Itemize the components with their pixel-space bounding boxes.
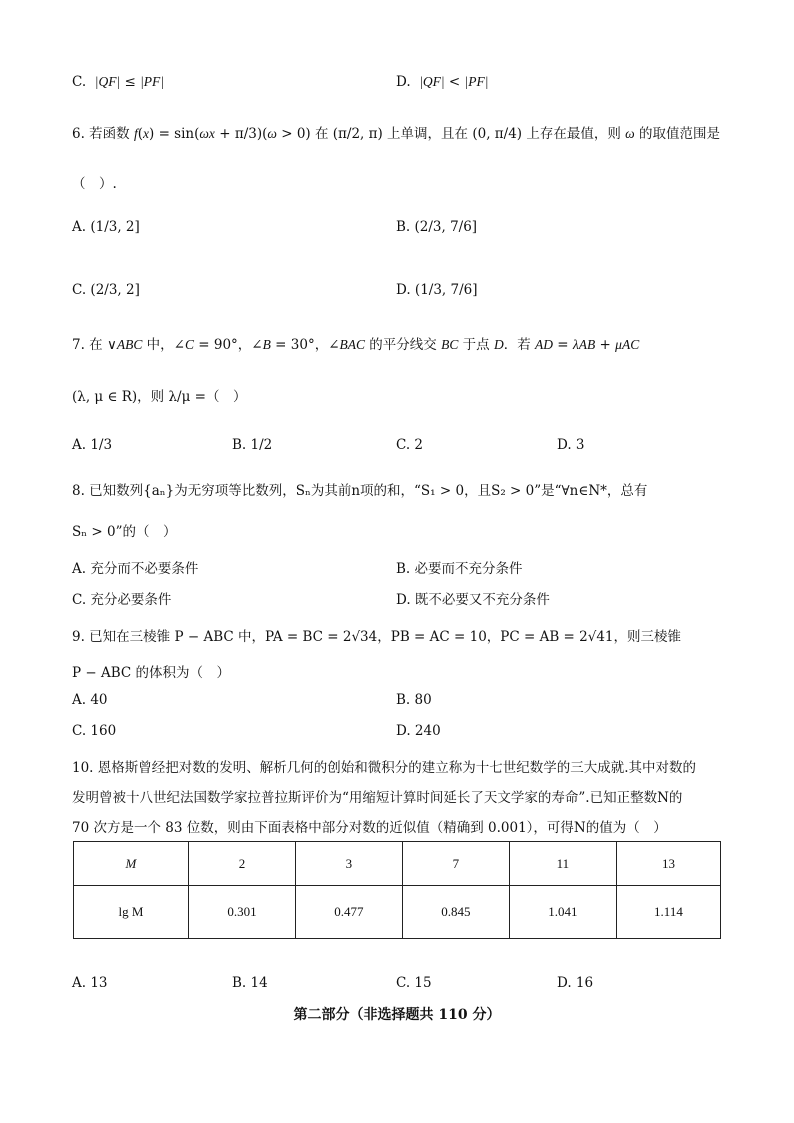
q9-stem2: P − ABC 的体积为（ ）	[72, 665, 231, 681]
table-cell: 0.301	[188, 886, 295, 939]
log-table-value-row	[74, 886, 721, 939]
table-cell: 0.477	[295, 886, 402, 939]
q10-line2: 发明曾被十八世纪法国数学家拉普拉斯评价为“用缩短计算时间延长了天文学家的寿命”.已知正整数N的	[72, 790, 683, 806]
q9-stem: 9. 已知在三棱锥 P − ABC 中，PA = BC = 2√34，PB = AC = 10，PC = AB = 2√41，则三棱锥	[72, 629, 682, 645]
table-cell: 1.041	[509, 886, 616, 939]
q6-option-d: D. (1/3, 7/6]	[396, 282, 478, 298]
q6-stem: 6. 若函数 f(x) = sin(ωx + π/3)(ω > 0) 在 (π/2, π) 上单调，且在 (0, π/4) 上存在最值，则 ω 的取值范围是	[72, 126, 720, 142]
q8-option-d: D. 既不必要又不充分条件	[396, 592, 550, 608]
q10-option-c: C. 15	[396, 975, 432, 991]
q7-option-c: C. 2	[396, 437, 424, 453]
q5-option-d: D. |QF| < |PF|	[396, 74, 489, 90]
q8-stem: 8. 已知数列{aₙ}为无穷项等比数列，Sₙ为其前n项的和，“S₁ > 0，且S₂ > 0”是“∀n∈N*，总有	[72, 483, 648, 499]
q10-line1: 10. 恩格斯曾经把对数的发明、解析几何的创始和微积分的建立称为十七世纪数学的三大成就.其中对数的	[72, 760, 697, 776]
q8-option-b: B. 必要而不充分条件	[396, 561, 523, 577]
log-table-header-row	[74, 842, 721, 886]
table-cell: lg M	[74, 886, 189, 939]
q7-option-b: B. 1/2	[232, 437, 273, 453]
q9-option-a: A. 40	[72, 692, 108, 708]
table-cell: M	[74, 842, 189, 886]
table-cell: 11	[509, 842, 616, 886]
q10-option-d: D. 16	[557, 975, 594, 991]
table-cell: 13	[616, 842, 720, 886]
table-cell: 2	[188, 842, 295, 886]
q5-option-c: C. |QF| ≤ |PF|	[72, 74, 164, 90]
q9-option-b: B. 80	[396, 692, 432, 708]
q7-stem: 7. 在 ∨ABC 中，∠C = 90°，∠B = 30°，∠BAC 的平分线交 BC 于点 D．若 AD = λAB + μAC	[72, 337, 640, 353]
q7-option-a: A. 1/3	[72, 437, 113, 453]
q9-option-d: D. 240	[396, 723, 441, 739]
q10-line3: 70 次方是一个 83 位数，则由下面表格中部分对数的近似值（精确到 0.001），可得N的值为（ ）	[72, 820, 667, 836]
q8-option-a: A. 充分而不必要条件	[72, 561, 199, 577]
q7-option-d: D. 3	[557, 437, 585, 453]
q9-option-c: C. 160	[72, 723, 117, 739]
q10-option-b: B. 14	[232, 975, 268, 991]
q7-stem2: (λ, μ ∈ R)，则 λ/μ =（ ）	[72, 389, 247, 405]
q6-option-a: A. (1/3, 2]	[72, 219, 140, 235]
q8-option-c: C. 充分必要条件	[72, 592, 172, 608]
q8-stem2: Sₙ > 0”的（ ）	[72, 524, 177, 540]
q6-option-c: C. (2/3, 2]	[72, 282, 140, 298]
q10-option-a: A. 13	[72, 975, 108, 991]
table-cell: 1.114	[616, 886, 720, 939]
q6-paren: （ ）.	[72, 176, 117, 192]
table-cell: 3	[295, 842, 402, 886]
section-heading: 第二部分（非选择题共 110 分）	[293, 1007, 501, 1023]
log-table	[73, 841, 721, 939]
table-cell: 7	[402, 842, 509, 886]
q6-option-b: B. (2/3, 7/6]	[396, 219, 478, 235]
table-cell: 0.845	[402, 886, 509, 939]
